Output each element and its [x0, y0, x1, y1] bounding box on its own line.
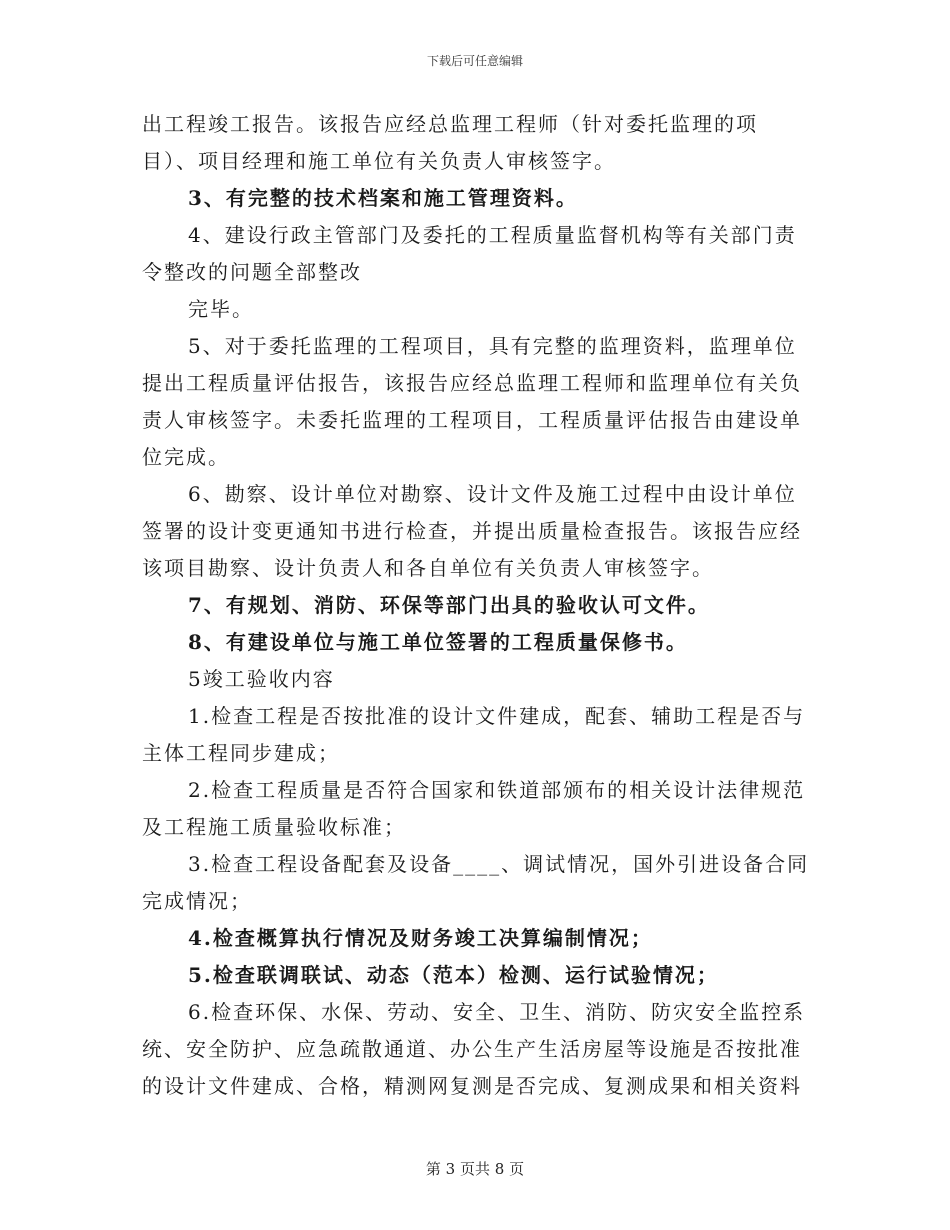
page-footer: 第 3 页共 8 页 [425, 1160, 525, 1178]
paragraph-item-2: 2.检查工程质量是否符合国家和铁道部颁布的相关设计法律规范及工程施工质量验收标准； [142, 778, 806, 839]
paragraph-4: 完毕。 [188, 297, 254, 321]
paragraph-7: 7、有规划、消防、环保等部门出具的验收认可文件。 [188, 593, 710, 617]
paragraph-1: 出工程竣工报告。该报告应经总监理工程师（针对委托监理的项目）、项目经理和施工单位有关负责人审核签字。 [142, 112, 758, 173]
paragraph-6: 6、勘察、设计单位对勘察、设计文件及施工过程中由设计单位签署的设计变更通知书进行检查，并提出质量检查报告。该报告应经该项目勘察、设计负责人和各自单位有关负责人审核签字。 [142, 482, 802, 580]
paragraph-item-3: 3.检查工程设备配套及设备____、调试情况，国外引进设备合同完成情况； [142, 852, 810, 913]
section-heading: 5竣工验收内容 [188, 667, 335, 691]
paragraph-5: 5、对于委托监理的工程项目，具有完整的监理资料，监理单位提出工程质量评估报告，该报告应经总监理工程师和监理单位有关负责人审核签字。未委托监理的工程项目，工程质量评估报告由建设单位完成。 [142, 334, 802, 469]
paragraph-item-4: 4.检查概算执行情况及财务竣工决算编制情况； [188, 926, 653, 950]
paragraph-8: 8、有建设单位与施工单位签署的工程质量保修书。 [188, 630, 688, 654]
paragraph-item-1: 1.检查工程是否按批准的设计文件建成，配套、辅助工程是否与主体工程同步建成； [142, 704, 806, 765]
page-header: 下载后可任意编辑 [426, 54, 523, 68]
paragraph-item-6: 6.检查环保、水保、劳动、安全、卫生、消防、防灾安全监控系统、安全防护、应急疏散通道、办公生产生活房屋等设施是否按批准的设计文件建成、合格，精测网复测是否完成、复测成果和相关资料 [142, 1000, 806, 1098]
paragraph-3: 4、建设行政主管部门及委托的工程质量监督机构等有关部门责令整改的问题全部整改 [142, 223, 797, 284]
document-body [142, 106, 812, 1105]
paragraph-2: 3、有完整的技术档案和施工管理资料。 [188, 186, 578, 210]
paragraph-item-5: 5.检查联调联试、动态（范本）检测、运行试验情况； [188, 963, 719, 987]
